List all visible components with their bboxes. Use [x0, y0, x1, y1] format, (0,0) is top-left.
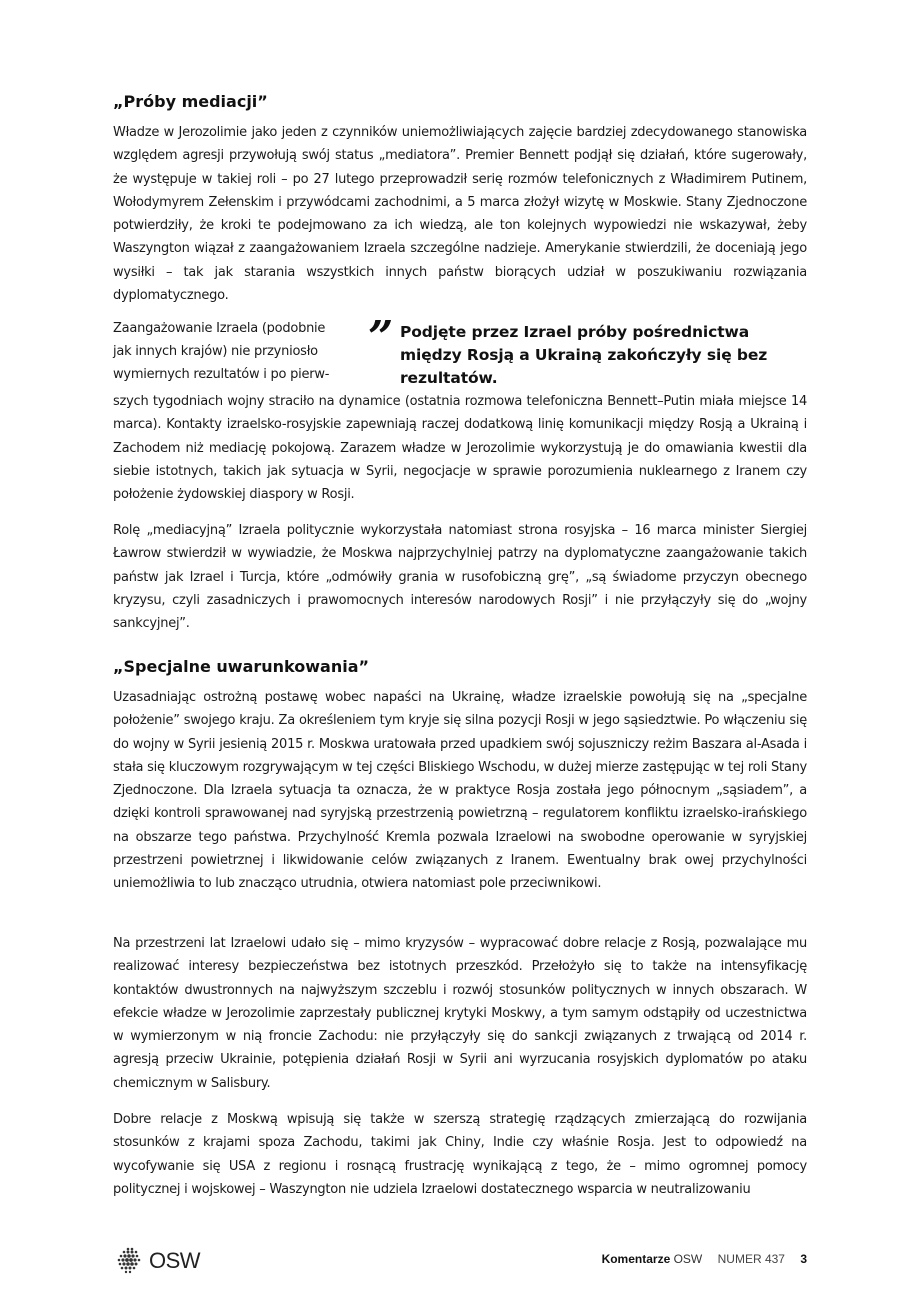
paragraph-relations-with-russia: Na przestrzeni lat Izraelowi udało się – mimo kryzysów – wypracować dobre relacje z Rosją, pozwalające mu realizować interesy bezpieczeństwa bez istotnych przeszkód. Przełożyło się to także na intensyfikację kontaktów dwustronnych na najwyższym szczeblu i rozwój stosunków politycznych w innych obszarach. W efekcie władze w Jerozolimie zaprzestały publicznej krytyki Moskwy, a tym samym odstąpiły od uczestnictwa w wymierzonym w nią froncie Zachodu: nie przyłączyły się do sankcji związanych z trwającą od 2014 r. agresją przeciw Ukrainie, potępienia działań Rosji w Syrii ani wyrzucania rosyjskich dyplomatów po ataku chemicznym w Salisbury. — [113, 936, 807, 1091]
footer-publication-info — [602, 1252, 807, 1266]
logo-text: OSW — [149, 1248, 201, 1273]
pull-quote: Podjęte przez Izrael próby pośrednictwa między Rosją a Ukrainą zakończyły się bez rezultatów. — [400, 323, 768, 387]
page-number: 3 — [800, 1252, 807, 1266]
page-footer — [113, 1246, 807, 1276]
section-heading-specjalne-uwarunkowania: „Specjalne uwarunkowania” — [113, 657, 370, 676]
osw-logo — [113, 1246, 200, 1276]
series-brand: OSW — [673, 1252, 703, 1266]
issue-number: NUMER 437 — [717, 1252, 785, 1266]
paragraph-line: wymiernych rezultatów i po pierw- — [113, 367, 330, 382]
paragraph-broader-strategy: Dobre relacje z Moskwą wpisują się także w szerszą strategię rządzących zmierzającą do rozwijania stosunków z krajami spoza Zachodu, takimi jak Chiny, Indie czy właśnie Rosja. Jest to odpowiedź na wycofywanie się USA z regionu i rosnącą frustrację wynikającą z tego, że – mimo ogromnej pomocy politycznej i wojskowej – Waszyngton nie udziela Izraelowi dostatecznego wsparcia w neutralizowaniu — [113, 1112, 807, 1197]
paragraph-engagement-continued: szych tygodniach wojny straciło na dynamice (ostatnia rozmowa telefoniczna Bennett–Putin miała miejsce 14 marca). Kontakty izraelsko-rosyjskie zapewniają raczej dodatkową linię komunikacji między Rosją a Ukrainą i Zachodem niż mediację pokojową. Zarazem władze w Jerozolimie wykorzystują je do omawiania kwestii dla siebie istotnych, takich jak sytuacja w Syrii, negocjacje w sprawie porozumienia nuklearnego z Iranem czy położenie żydowskiej diaspory w Rosji. — [113, 394, 807, 503]
series-name: Komentarze — [601, 1252, 671, 1266]
section-heading-proby-mediacji: „Próby mediacji” — [113, 92, 268, 111]
paragraph-line: jak innych krajów) nie przyniosło — [113, 344, 318, 359]
globe-dots-icon — [113, 1246, 147, 1276]
paragraph-special-position: Uzasadniając ostrożną postawę wobec napaści na Ukrainę, władze izraelskie powołują się na „specjalne położenie” swojego kraju. Za określeniem tym kryje się silna pozycji Rosji w jego sąsiedztwie. Po włączeniu się do wojny w Syrii jesienią 2015 r. Moskwa uratowała przed upadkiem swój sojuszniczy reżim Baszara al-Asada i stała się kluczowym rozgrywającym w tej części Bliskiego Wschodu, w dużej mierze zastępując w tej roli Stany Zjednoczone. Dla Izraela sytuacja ta oznacza, że w praktyce Rosja została jego północnym „sąsiadem”, a dzięki kontroli sprawowanej nad syryjską przestrzenią powietrzną – regulatorem konfliktu izraelsko-irańskiego na obszarze tego państwa. Przychylność Kremla pozwala Izraelowi na swobodne operowanie w syryjskiej przestrzeni powietrznej i likwidowanie celów związanych z Iranem. Ewentualny brak owej przychylności uniemożliwia to lub znacząco utrudnia, otwiera natomiast pole przeciwnikowi. — [113, 690, 807, 892]
quote-mark-icon: ” — [368, 312, 394, 363]
paragraph-mediator-status: Władze w Jerozolimie jako jeden z czynników uniemożliwiających zajęcie bardziej zdecydowanego stanowiska względem agresji przywołują swój status „mediatora”. Premier Bennett podjął się działań, które sugerowały, że występuje w takiej roli – po 27 lutego przeprowadził serię rozmów telefonicznych z Władimirem Putinem, Wołodymyrem Zełenskim i przywódcami zachodnimi, a 5 marca złożył wizytę w Moskwie. Stany Zjednoczone potwierdziły, że kroki te podejmowano za ich wiedzą, ale ton kolejnych wypowiedzi nie wskazywał, żeby Waszyngton wiązał z zaangażowaniem Izraela szczególne nadzieje. Amerykanie stwierdzili, że doceniają jego wysiłki – tak jak starania wszystkich innych państw biorących udział w poszukiwaniu rozwiązania dyplomatycznego. — [113, 125, 807, 304]
paragraph-line: Zaangażowanie Izraela (podobnie — [113, 321, 326, 336]
paragraph-russian-use: Rolę „mediacyjną” Izraela politycznie wykorzystała natomiast strona rosyjska – 16 marca minister Siergiej Ławrow stwierdził w wywiadzie, że Moskwa najprzychylniej patrzy na dyplomatyczne zaangażowanie takich państw jak Izrael i Turcja, które „odmówiły grania w rusofobiczną grę”, „są świadome przyczyn obecnego kryzysu, czyli zasadniczych i prawomocnych interesów narodowych Rosji” i nie przyłączyły się do „wojny sankcyjnej”. — [113, 523, 807, 632]
